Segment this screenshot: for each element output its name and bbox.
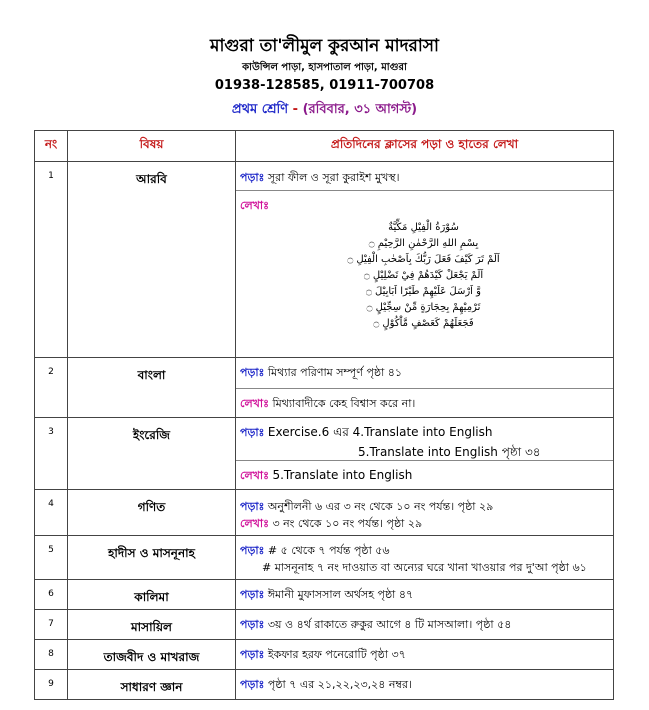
writing-text: মিথ্যাবাদীকে কেহ বিশ্বাস করে না।	[272, 397, 416, 410]
writing-entry	[236, 461, 613, 489]
arabic-line: اَلَمْ تَرَ كَيْفَ فَعَلَ رَبُّكَ بِاَصْحٰبِ الْفِيْلِ ۝	[347, 254, 500, 265]
writing-text: 5.Translate into English	[272, 468, 413, 482]
content-cell	[236, 162, 614, 358]
reading-entry	[236, 418, 613, 461]
table-row	[35, 536, 614, 580]
reading-entry	[236, 580, 613, 608]
row-number: 2	[35, 358, 68, 418]
header-no: নং	[35, 131, 68, 162]
header-content: প্রতিদিনের ক্লাসের পড়া ও হাতের লেখা	[236, 131, 614, 162]
subject-name: আরবি	[68, 162, 236, 358]
row-number: 4	[35, 490, 68, 536]
table-header-row	[35, 131, 614, 162]
writing-label: লেখাঃ	[240, 199, 269, 212]
content-cell	[236, 580, 614, 610]
reading-entry	[236, 490, 613, 535]
content-cell	[236, 640, 614, 670]
table-row	[35, 640, 614, 670]
subject-name: বাংলা	[68, 358, 236, 418]
reading-text: ইকফার হরফ পনেরোটি পৃষ্ঠা ৩৭	[267, 648, 406, 661]
reading-label: পড়াঃ	[240, 678, 265, 691]
reading-label: পড়াঃ	[240, 366, 265, 379]
row-number: 5	[35, 536, 68, 580]
date-label: (রবিবার, ৩১ আগস্ট)	[302, 102, 418, 117]
header-subject: বিষয়	[68, 131, 236, 162]
subject-name: সাধারণ জ্ঞান	[68, 670, 236, 700]
content-cell	[236, 358, 614, 418]
arabic-line: وَّ اَرْسَلَ عَلَيْهِمْ طَيْرًا اَبَابِيْلَ ۝	[366, 286, 481, 297]
row-number: 9	[35, 670, 68, 700]
subject-name: মাসায়িল	[68, 610, 236, 640]
row-number: 3	[35, 418, 68, 490]
row-number: 1	[35, 162, 68, 358]
reading-text: ৩য় ও ৪র্থ রাকাতে রুকুর আগে ৪ টি মাসআলা। পৃষ্ঠা ৫৪	[267, 618, 512, 631]
table-row	[35, 580, 614, 610]
content-cell	[236, 610, 614, 640]
reading-label: পড়াঃ	[240, 618, 265, 631]
subject-name: হাদীস ও মাসনূনাহ	[68, 536, 236, 580]
routine-table	[34, 130, 614, 700]
table-row	[35, 358, 614, 418]
subject-name: তাজবীদ ও মাখরাজ	[68, 640, 236, 670]
reading-text: সূরা ফীল ও সূরা কুরাইশ মুখস্থ।	[267, 171, 400, 184]
table-row	[35, 490, 614, 536]
row-number: 7	[35, 610, 68, 640]
reading-label: পড়াঃ	[240, 544, 265, 557]
reading-text: Exercise.6 এর 4.Translate into English	[267, 425, 493, 439]
writing-label: লেখাঃ	[240, 469, 269, 482]
content-cell	[236, 418, 614, 490]
arabic-line: بِسْمِ اللهِ الرَّحْمٰنِ الرَّحِيْمِ ۝	[368, 238, 479, 249]
reading-text: মিথ্যার পরিণাম সম্পূর্ণ পৃষ্ঠা ৪১	[267, 366, 403, 379]
reading-text: ঈমানী মুফাসসাল অর্থসহ পৃষ্ঠা ৪৭	[267, 588, 414, 601]
subject-name: ইংরেজি	[68, 418, 236, 490]
row-number: 6	[35, 580, 68, 610]
reading-text: # ৫ থেকে ৭ পর্যন্ত পৃষ্ঠা ৫৬	[267, 544, 390, 557]
arabic-writing	[240, 220, 607, 332]
reading-entry	[236, 536, 613, 579]
reading-label: পড়াঃ	[240, 426, 265, 439]
writing-entry	[236, 389, 613, 417]
institution-address: কাউন্সিল পাড়া, হাসপাতাল পাড়া, মাগুরা	[242, 62, 407, 73]
content-cell	[236, 536, 614, 580]
arabic-line: تَرْمِيْهِمْ بِحِجَارَةٍ مِّنْ سِجِّيْلٍ ۝	[366, 302, 481, 313]
row-number: 8	[35, 640, 68, 670]
reading-text: অনুশীলনী ৬ এর ৩ নং থেকে ১০ নং পর্যন্ত। পৃষ্ঠা ২৯	[267, 500, 494, 513]
table-row	[35, 162, 614, 358]
class-date-line	[0, 100, 649, 121]
reading-entry	[236, 358, 613, 389]
table-row	[35, 610, 614, 640]
subject-name: গণিত	[68, 490, 236, 536]
institution-title: মাগুরা তা'লীমুল কুরআন মাদরাসা	[210, 36, 439, 56]
arabic-line: سُوْرَةُ الْفِيْلِ مَكِّيَّةٌ	[388, 222, 459, 233]
reading-entry	[236, 610, 613, 638]
writing-entry	[236, 191, 613, 335]
reading-entry	[236, 162, 613, 191]
writing-label: লেখাঃ	[240, 397, 269, 410]
phone-numbers: 01938-128585, 01911-700708	[214, 78, 435, 93]
content-cell	[236, 670, 614, 700]
reading-entry	[236, 670, 613, 698]
content-cell	[236, 490, 614, 536]
reading-label: পড়াঃ	[240, 648, 265, 661]
reading-text: পৃষ্ঠা ৭ এর ২১,২২,২৩,২৪ নম্বর।	[267, 678, 412, 691]
reading-text-line2: # মাসনূনাহ ৭ নং দাওয়াত বা অন্যের ঘরে খানা খাওয়ার পর দু'আ পৃষ্ঠা ৬১	[262, 561, 587, 574]
writing-label: লেখাঃ	[240, 517, 269, 530]
table-row	[35, 418, 614, 490]
reading-label: পড়াঃ	[240, 500, 265, 513]
reading-entry	[236, 640, 613, 668]
reading-text-line2: 5.Translate into English পৃষ্ঠা ৩৪	[358, 445, 541, 459]
writing-text: ৩ নং থেকে ১০ নং পর্যন্ত। পৃষ্ঠা ২৯	[272, 517, 423, 530]
arabic-line: اَلَمْ يَجْعَلْ كَيْدَهُمْ فِيْ تَضْلِيْلٍ ۝	[363, 270, 484, 281]
reading-label: পড়াঃ	[240, 588, 265, 601]
reading-label: পড়াঃ	[240, 171, 265, 184]
table-row	[35, 670, 614, 700]
arabic-line: فَجَعَلَهُمْ كَعَصْفٍ مَّاْكُوْلٍ ۝	[373, 318, 474, 329]
separator-dash: -	[292, 102, 299, 117]
class-name: প্রথম শ্রেণি	[231, 102, 289, 117]
subject-name: কালিমা	[68, 580, 236, 610]
